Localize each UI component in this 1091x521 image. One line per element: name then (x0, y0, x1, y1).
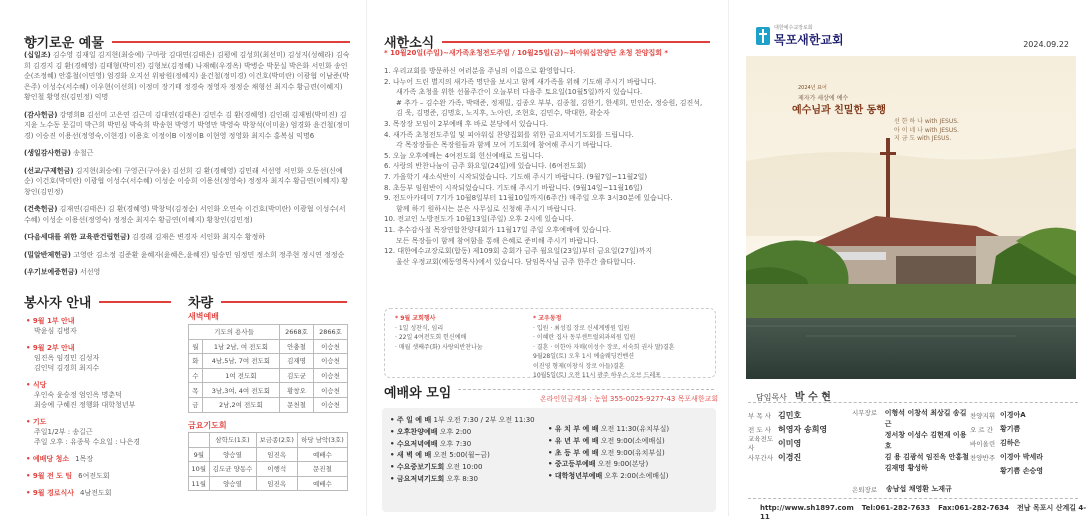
staff-row (970, 436, 1078, 450)
divider (748, 498, 1078, 499)
table-cell: 금 (189, 397, 203, 412)
title-underline (99, 301, 171, 303)
table-row (189, 476, 348, 491)
staff-role: 찬양반주 (970, 453, 996, 462)
volunteer-title: 봉사자 안내 (24, 292, 171, 311)
table-cell: 김재명 (280, 354, 314, 369)
volunteer-names: 박윤심 김병자 (34, 327, 77, 335)
worship-name: • 주 일 예 배 (390, 416, 432, 424)
worship-name: • 초 등 부 예 배 (548, 448, 599, 457)
table-cell: 2남,2여 전도회 (202, 397, 279, 412)
news-item: 6. 사랑의 반찬나눔이 금주 화요일(24일)에 있습니다. (6여전도회) (384, 162, 587, 171)
car-title: 차량 (188, 292, 347, 311)
worship-item (390, 474, 550, 486)
worship-name: • 유 년 부 예 배 (548, 436, 599, 445)
worship-time: 오후 7:30 (439, 439, 472, 448)
worship-title: 예배와 모임 (384, 386, 452, 401)
volunteer-names: 우인숙 윤승정 엄인옥 명춘덕 (34, 391, 122, 399)
footer-item: 전남 목포시 산계길 4-11 (760, 504, 1087, 521)
volunteer-group-title: • 기도 (26, 418, 47, 426)
staff-role: 바이올린 (970, 439, 996, 448)
member-news-item: · 이혜란 집사 동부센트럴외과의원 입원 (533, 334, 636, 341)
staff-row (748, 450, 852, 464)
worship-time: 오전 10:00 (446, 463, 483, 472)
table-cell: 화 (189, 354, 203, 369)
worship-item (390, 427, 550, 439)
table-cell: 양승열 (209, 447, 256, 462)
news-title: 새한소식 (384, 32, 710, 51)
worship-name: • 대학청년부예배 (548, 472, 603, 481)
staff-name: 허영자 송희영 (778, 424, 828, 434)
table-cell: 2668호 (280, 325, 314, 340)
event-item: · 22일 4여전도회 헌신예배 (395, 334, 467, 341)
volunteer-duty: • 예배당 청소 1목장 (26, 455, 94, 463)
volunteer-group-title: • 9월 1부 안내 (26, 317, 75, 325)
table-cell (189, 433, 210, 448)
offering-paragraph: (생일감사헌금) 송철근 (24, 149, 94, 157)
news-item: 9. 전도아카데미 7기가 10월8일부터 11월10일까지(6주간) 매주일 오후 3시30분에 있습니다. (384, 194, 673, 203)
table-cell: 이행석 (256, 462, 297, 477)
offerings-title: 향기로운 예물 (24, 32, 350, 51)
table-cell: 김도균 양동수 (209, 462, 256, 477)
table-cell: 1남 2남, 여 전도회 (202, 339, 279, 354)
footer-item: Tel:061-282-7633 (861, 504, 931, 512)
volunteer-duty-value: 4남전도회 (80, 489, 112, 497)
worship-time: 오전 9:00(소예배실) (600, 436, 665, 445)
elder-names: 정서창 이성수 김현재 이용호 (884, 431, 967, 450)
staff-name: 황기쁨 (1000, 424, 1021, 433)
table-cell: 황창오 (280, 383, 314, 398)
footer-item: Fax:061-282-7634 (938, 504, 1010, 512)
table-cell: 문진철 (297, 462, 347, 477)
table-row (189, 433, 348, 448)
motto-line: 지 금 도 with JESUS. (894, 135, 952, 142)
worship-item (548, 436, 716, 448)
worship-time: 1부 오전 7:30 / 2부 오전 11:30 (433, 416, 535, 424)
staff-name: 김민호 (778, 410, 802, 420)
worship-item (390, 415, 550, 427)
table-cell: 2866호 (314, 325, 348, 340)
offering-category: (밀알반제헌금) (24, 250, 71, 259)
staff-row (748, 408, 852, 422)
contact-footer (760, 503, 1091, 521)
table-cell: 안충철 (280, 339, 314, 354)
news-item: 모든 목장들이 함께 참여함을 통해 은혜로 준비해 주시기 바랍니다. (396, 236, 599, 245)
news-item: 각 목장장들은 목장원들과 함께 모여 기도회에 참여해 주시기 바랍니다. (396, 141, 613, 150)
offering-paragraph: (선교/구제헌금) 김지현(최승예) 구영곤(구아윤) 김선희 김 환(경혜영) 김민래 서선영 서인화 오동선(신예순) 이건호(박미란) 이광협 이성수(서수혜) 이성순 이승희 이용선(정영숙) 정정자 최지수 황금연(이혜지) 황창인(김민정) (24, 166, 349, 196)
offering-paragraph: (우기보예증헌금) 서선영 (24, 268, 101, 276)
staff-row (970, 464, 1078, 478)
worship-name: • 새 벽 예 배 (390, 451, 432, 460)
news-item: 7. 가을학기 새소식반이 시작되었습니다. 기도해 주시기 바랍니다. (9월7일~11월2일) (384, 172, 648, 181)
table-cell: 기도의 용사들 (189, 325, 280, 340)
bulletin-page: 향기로운 예물 (십일조) 김수영 김재일 김지현(최승예) 구마랑 김대연(김태은) 김평예 김성희(최선미) 김성지(성혜라) 김숙희 김경지 김 환(경혜영) 김태형(박미진) 김형보(김정혜) 나재혜(우경옥) 박병순 박문실 박은화 서인화 송인순(조정혜) 안홍철(이민영) 엄경화 오지선 위팡원(정혜지) 윤건철(정미경) 이건호(박미란) 이광협 이남준(박은주) 이성수(서수혜) 이우현(이선희) 이정미 장기태 정경숙 정영자 정정순 채형선 최지수 황금련(이혜지) 황인철 황영진(김민정) 익명 (감사헌금) 강명희B 김선미 고은연 김근미 김대연(김태은) 김민수 김 환(경혜영) 김인래 김재범(박미진) 김지윤 노수동 문길미 박근희 박민심 박숙희 박송현 박영기 박영만 박영숙 박창석(이미윤) 엄경화 윤건철(정미경) 이승진 이용선(정영숙,이현경) 이용호 이정이B 이정이B 이현영 정영화 최지수 홍복심 익명6 (생일감사헌금) 송철근 (선교/구제헌금) 김지현(최승예) 구영곤(구아윤) 김선희 김 환(경혜영) 김민래 서선영 서인화 오동선(신예순) 이건호(박미란) 이광협 이성수(서수혜) 이성순 이승희 이용선(정영숙) 정정자 최지수 황금연(이혜지) 황창인(김민정) (건축헌금) 김재연(김태은) 김 환(경혜영) 박창덕(김정순) 서인화 오연숙 이건호(박미란) 이광협 이성수(서수혜) 이성순 이용선(정영숙) 정정순 최지수 황금연(이혜지) 황창인(김민정) (다음세대를 위한 교육관건립헌금) 김경래 김재은 변경자 서인화 최지수 황정하 (밀알반제헌금) 고영란 김소정 김준환 윤혜자(윤혜은,윤혜진) 임승민 임정민 정소희 정주현 정시연 정정순 (우기보예증헌금) 서선영 봉사자 안내 • 9월 1부 안내 박윤심 김병자 • 9월 2부 안내 임진옥 임경민 김성자 김인덕 김경희 최지수 • 식당 우인숙 윤승정 엄인옥 명춘덕 최승예 구혜진 정행화 대학청년부 • 기도 주일1/2부 : 송길근 주일 오후 : 유종묵 수요일 : 나은경 • 예배당 청소 1목장 • 9월 전 도 팀 6여전도회 • 9월 경로식사 4남전도회 차량 새벽예배 기도의 용사들 2668호 2866호 월 1남 2남, 여 전도회 안충철 이승천 화 4남,5남, 7여 전도회 김재명 이승천 수 1여 전도회 김도균 이승천 목 3남,3여, 4여 전도회 황창오 이승천 금 2남,2여 전도회 문천철 이승천 금요기도회 삼학도(1호) 보금종(2호) 하당 남악(3호) 9월 양승열 임진옥 예배수 10월 김도균 양동수 이행석 문진철 11월 양승열 임진옥 예배수 새한소식 * 10월20일(주일)~새가족초청전도주일 / 10월25일(금)~피아워십찬양단 초청 찬양집회 * 1. 우리교회를 방문하신 여러분을 주님의 이름으로 환영합니다. 2. 나누어 드린 별지의 새가족 명단을 보시고 함께 새가족을 위해 기도해 주시기 바랍니다. 새가족 초청을 위한 선물주간이 오늘부터 다음주 토요일(10월5일)까지 있습니다. # 추가 – 김수완 가족, 박태준, 정재밀, 김종오 부부, 김종철, 김한기, 한세희, 민인순, 정승원, 김진석, 김 욱, 김명준, 김명호, 노지후, 노아린, 조현호, 김민수, 박대한, 곽순자 3. 목장장 모임이 2부예배 후 바로 본당에서 있습니다. 4. 새가족 초청전도주일 및 피아워십 찬양집회를 위한 금요저녁기도회를 드립니다. 각 목장장들은 목장원들과 함께 모여 기도회에 참여해 주시기 바랍니다. 5. 오늘 오후예배는 4여전도회 헌신예배로 드립니다. 6. 사랑의 반찬나눔이 금주 화요일(24일)에 있습니다. (6여전도회) 7. 가을학기 새소식반이 시작되었습니다. 기도해 주시기 바랍니다. (9월7일~11월2일) 8. 초등부 임원반이 시작되었습니다. 기도해 주시기 바랍니다. (9월14일~11월16일) 9. 전도아카데미 7기가 10월8일부터 11월10일까지(6주간) 매주일 오후 3시30분에 있습니다. 함께 하기 원하시는 분은 사무실로 신청해 주시기 바랍니다. 10. 전교인 노방전도가 10월13일(주일) 오후 2시에 있습니다. 11. 추수감사절 목장연합찬양대회가 11월17일 주일 오후예배에 있습니다. 모든 목장들이 함께 참여함을 통해 은혜로 준비해 주시기 바랍니다. 12. 대한예수교장로회(합동) 제109회 총회가 금주 월요일(23일)부터 금요일(27일)까지 울산 우정교회(예동영목사)에서 있습니다. 담임목사님 금주 한주간 출타합니다. * 9월 교회행사 · 1일 성찬식, 임리 · 22일 4여전도회 헌신예배 · 매월 셋째주(화) 사랑의반찬나눔 * 교우동정 · 입원 · 최성집 장로 신세계병원 입원 · 이혜란 집사 동부센트럴외과의원 입원 · 결혼 · 이한아 자매(이성수 장로, 서숙희 권사 딸)결혼 9월28일(토) 오후 1시 예술웨딩컨벤션 이진영 형제(이창식 장로 아들)결혼 10월5일(토) 오전 11시 광주 하우스 오브 드레포 예배와 모임 온라인헌금계좌 : 농협 355-0025-9277-43 목포새한교회 • 주 일 예 배 1부 오전 7:30 / 2부 오전 11:30 • 오후찬양예배 오후 2:00 • 수요저녁예배 오후 7:30 • 새 벽 예 배 오전 5:00(월~금) • 수요중보기도회 오전 10:00 • 금요저녁기도회 오후 8:30 • 유 치 부 예 배 오전 11:30(유치부실) • 유 년 부 예 배 오전 9:00(소예배실) • 초 등 부 예 배 오전 9:00(유치부실) • 중고등부예배 오전 9:00(본당) • 대학청년부예배 오후 2:00(소예배실) 대한예수교장로회 목포새한교회 2024.09.22 2024년 표어 제자가 세상에 예수 예수님과 친밀한 동행 선 한 하 나 with JESUS. 아 이 네 나 with JESUS. 지 금 도 with JESUS. 담임목사 박 수 현 부 목 사 김민호 전 도 사 허영자 송희영 교육전도사 이미영 사무간사 이경진 시무장로 이형석 이창석 최상길 송길근 정서창 이성수 김현재 이용호 김 용 김광석 임진옥 안홍철 김재명 황성하 은퇴장로 송남섭 채영환 노재규 찬양지휘 이경아A 오 르 간 황기쁨 바이올린 김하은 찬양반주 이경아 박세라 황기쁨 손승영 http://www.sh1897.com Tel:061-282-7633 Fax:061-282-7634 전남 목포시 산계길 4-11 (0, 0, 1091, 516)
volunteer-names: 주일 오후 : 유종묵 수요일 : 나은경 (34, 438, 140, 446)
table-cell: 예배수 (297, 447, 347, 462)
table-row (189, 325, 348, 340)
offering-category: (선교/구제헌금) (24, 166, 74, 175)
offering-paragraph: (십일조) 김수영 김재일 김지현(최승예) 구마랑 김대연(김태은) 김평예 김성희(최선미) 김성지(성혜라) 김숙희 김경지 김 환(경혜영) 김태형(박미진) 김형보(김정혜) 나재혜(우경옥) 박병순 박문실 박은화 서인화 송인순(조정혜) 안홍철(이민영) 엄경화 오지선 위팡원(정혜지) 윤건철(정미경) 이건호(박미란) 이광협 이남준(박은주) 이성수(서수혜) 이우현(이선희) 이정미 장기태 정경숙 정영자 정정순 채형선 최지수 황금련(이혜지) 황인철 황영진(김민정) 익명 (24, 51, 350, 101)
news-item: 4. 새가족 초청전도주일 및 피아워십 찬양집회를 위한 금요저녁기도회를 드립니다. (384, 130, 634, 139)
news-item: 1. 우리교회를 방문하신 여러분을 주님의 이름으로 환영합니다. (384, 67, 576, 75)
table-cell: 김도균 (280, 368, 314, 383)
volunteer-duty-value: 6여전도회 (78, 472, 110, 480)
table-cell: 임진옥 (256, 447, 297, 462)
volunteer-names: 김인덕 김경희 최지수 (34, 364, 100, 372)
worship-name: • 수요중보기도회 (390, 463, 445, 472)
volunteer-names: 임진옥 임경민 김성자 (34, 354, 100, 362)
worship-item (390, 462, 550, 474)
elder-names: 이형석 이창석 최상길 송길근 (884, 409, 967, 428)
worship-name: • 유 치 부 예 배 (548, 425, 599, 433)
table-cell: 삼학도(1호) (209, 433, 256, 448)
offering-account: 온라인헌금계좌 : 농협 355-0025-9277-43 목포새한교회 (540, 395, 719, 403)
table-cell: 이승천 (314, 368, 348, 383)
table-row (189, 368, 348, 383)
staff-name: 이미영 (778, 438, 802, 448)
offering-paragraph: (다음세대를 위한 교육관건립헌금) 김경래 김재은 변경자 서인화 최지수 황정하 (24, 233, 266, 241)
church-name: 목포새한교회 (774, 33, 844, 47)
dawn-service-car-title: 새벽예배 (188, 312, 219, 321)
motto: 예수님과 친밀한 동행 (792, 105, 886, 116)
table-cell: 이승천 (314, 383, 348, 398)
table-cell: 양승열 (209, 476, 256, 491)
news-item: 12. 대한예수교장로회(합동) 제109회 총회가 금주 월요일(23일)부터 금요일(27일)까지 (384, 247, 653, 256)
table-row (189, 447, 348, 462)
table-cell: 보금종(2호) (256, 433, 297, 448)
news-item: 3. 목장장 모임이 2부예배 후 바로 본당에서 있습니다. (384, 119, 549, 128)
volunteer-group (26, 316, 176, 336)
worship-time: 오전 9:00(유치부실) (600, 448, 665, 457)
divider (458, 389, 714, 390)
worship-name: • 수요저녁예배 (390, 439, 438, 448)
table-cell: 임진옥 (256, 476, 297, 491)
offering-category: (감사헌금) (24, 110, 58, 119)
worship-item (548, 448, 716, 460)
divider (748, 402, 1078, 403)
worship-schedule (382, 408, 716, 512)
table-row (189, 462, 348, 477)
volunteer-duty: • 9월 전 도 팀 6여전도회 (26, 472, 110, 480)
friday-car-title: 금요기도회 (188, 421, 227, 430)
worship-item (548, 459, 716, 471)
news-item: 2. 나누어 드린 별지의 새가족 명단을 보시고 함께 새가족을 위해 기도해 주시기 바랍니다. (384, 77, 657, 86)
staff-role: 교육전도사 (748, 435, 774, 452)
volunteer-duty: • 9월 경로식사 4남전도회 (26, 489, 112, 497)
volunteer-group (26, 380, 176, 410)
staff-row (970, 422, 1078, 436)
table-cell: 3남,3여, 4여 전도회 (202, 383, 279, 398)
friday-car-table (188, 432, 348, 491)
table-cell: 문천철 (280, 397, 314, 412)
worship-name: • 금요저녁기도회 (390, 474, 445, 483)
table-cell: 목 (189, 383, 203, 398)
cross-icon (756, 27, 770, 45)
news-item: 새가족 초청을 위한 선물주간이 오늘부터 다음주 토요일(10월5일)까지 있습니다. (396, 88, 643, 97)
elder-names: 김 용 김광석 임진옥 안홍철 (884, 453, 969, 461)
news-item: # 추가 – 김수완 가족, 박태준, 정재밀, 김종오 부부, 김종철, 김한기, 한세희, 민인순, 정승원, 김진석, (396, 98, 703, 107)
table-cell: 하당 남악(3호) (297, 433, 347, 448)
footer-item: http://www.sh1897.com (760, 504, 854, 512)
volunteer-group (26, 343, 176, 373)
event-item: · 매월 셋째주(화) 사랑의반찬나눔 (395, 343, 483, 351)
volunteer-group-title: • 식당 (26, 381, 47, 389)
title-underline (221, 301, 347, 303)
table-cell: 1여 전도회 (202, 368, 279, 383)
volunteer-list (26, 316, 176, 505)
news-item: 함께 하기 원하시는 분은 사무실로 신청해 주시기 바랍니다. (396, 204, 577, 213)
table-cell: 이승천 (314, 397, 348, 412)
staff-role: 부 목 사 (748, 411, 771, 420)
staff-name: 김하은 (1000, 438, 1021, 447)
offering-category: (생일감사헌금) (24, 149, 71, 157)
news-item: 울산 우정교회(예동영목사)에서 있습니다. 담임목사님 금주 한주간 출타합니다. (396, 257, 636, 266)
motto-line: 아 이 네 나 with JESUS. (894, 126, 959, 134)
staff-name: 이경아 박세라 (1000, 452, 1044, 461)
worship-time: 오후 2:00(소예배실) (604, 472, 669, 481)
table-row (189, 354, 348, 369)
bulletin-date: 2024.09.22 (1023, 40, 1069, 49)
title-underline (112, 41, 350, 43)
offering-category: (우기보예증헌금) (24, 268, 78, 276)
offering-paragraph: (감사헌금) 강명희B 김선미 고은연 김근미 김대연(김태은) 김민수 김 환(경혜영) 김인래 김재범(박미진) 김지윤 노수동 문길미 박근희 박민심 박숙희 박송현 박영기 박영만 박영숙 박창석(이미윤) 엄경화 윤건철(정미경) 이승진 이용선(정영숙,이현경) 이용호 이정이B 이정이B 이현영 정영화 최지수 홍복심 익명6 (24, 110, 350, 140)
dawn-car-table (188, 324, 348, 413)
staff-role: 오 르 간 (970, 425, 993, 434)
volunteer-group-title: • 9월 2부 안내 (26, 344, 75, 352)
member-news: * 교우동정 · 입원 · 최성집 장로 신세계병원 입원 · 이혜란 집사 동부센트럴외과의원 입원 · 결혼 · 이한아 자매(이성수 장로, 서숙희 권사 딸)결혼 9월28일(토) 오후 1시 예술웨딩컨벤션 이진영 형제(이창식 장로 아들)결혼 10월5일(토) 오전 11시 광주 하우스 오브 드레포 (533, 314, 713, 381)
event-item: · 1일 성찬식, 임리 (395, 324, 444, 332)
table-row (189, 383, 348, 398)
worship-time: 오전 9:00(본당) (597, 460, 649, 469)
news-item: 김 욱, 김명준, 김명호, 노지후, 노아린, 조현호, 김민수, 박대한, 곽순자 (396, 109, 610, 118)
worship-item (390, 450, 550, 462)
worship-item (390, 439, 550, 451)
offering-paragraph: (건축헌금) 김재연(김태은) 김 환(경혜영) 박창덕(김정순) 서인화 오연숙 이건호(박미란) 이광협 이성수(서수혜) 이성순 이용선(정영숙) 정정순 최지수 황금연(이혜지) 황창인(김민정) (24, 205, 346, 224)
news-list (384, 66, 714, 267)
member-news-item: 10월5일(토) 오전 11시 광주 하우스 오브 드레포 (533, 372, 661, 379)
elder-names: 김재명 황성하 (884, 464, 928, 472)
table-cell: 예배수 (297, 476, 347, 491)
offering-category: (건축헌금) (24, 205, 58, 213)
member-news-item: · 결혼 · 이한아 자매(이성수 장로, 서숙희 권사 딸)결혼 (533, 343, 675, 351)
staff-name: 이경아A (1000, 410, 1026, 419)
worship-time: 오전 5:00(월~금) (433, 451, 490, 460)
senior-pastor: 담임목사 박 수 현 (756, 392, 831, 403)
news-item: 5. 오늘 오후예배는 4여전도회 헌신예배로 드립니다. (384, 151, 544, 160)
table-cell: 11월 (189, 476, 210, 491)
volunteer-group (26, 417, 176, 447)
table-cell: 9월 (189, 447, 210, 462)
volunteer-duty-value: 1목장 (75, 455, 94, 463)
table-cell: 이승천 (314, 339, 348, 354)
church-photo: 2024년 표어 제자가 세상에 예수 예수님과 친밀한 동행 선 한 하 나 with JESUS. 아 이 네 나 with JESUS. 지 금 도 with JESUS. (746, 56, 1076, 379)
table-row (189, 397, 348, 412)
table-cell: 수 (189, 368, 203, 383)
member-news-item: 9월28일(토) 오후 1시 예술웨딩컨벤션 (533, 353, 635, 360)
staff-role: 찬양지휘 (970, 411, 996, 420)
volunteer-names: 주일1/2부 : 송길근 (34, 428, 93, 436)
church-logo: 대한예수교장로회 목포새한교회 (756, 24, 844, 48)
church-events: * 9월 교회행사 · 1일 성찬식, 임리 · 22일 4여전도회 헌신예배 · 매월 셋째주(화) 사랑의반찬나눔 (395, 314, 530, 352)
staff-name: 황기쁨 손승영 (1000, 466, 1044, 475)
worship-name: • 중고등부예배 (548, 460, 596, 469)
table-cell: 4남,5남, 7여 전도회 (202, 354, 279, 369)
news-headline: * 10월20일(주일)~새가족초청전도주일 / 10월25일(금)~피아워십찬양단 초청 찬양집회 * (384, 49, 669, 57)
worship-name: • 오후찬양예배 (390, 427, 438, 436)
worship-item (548, 471, 716, 483)
table-cell: 10월 (189, 462, 210, 477)
worship-time: 오전 11:30(유치부실) (600, 425, 670, 433)
motto-line: 선 한 하 나 with JESUS. (894, 118, 959, 125)
staff-row (748, 436, 852, 450)
table-cell: 월 (189, 339, 203, 354)
offerings-list (24, 50, 350, 285)
title-underline (442, 41, 710, 43)
events-box (384, 308, 716, 378)
table-cell: 이승천 (314, 354, 348, 369)
member-news-item: 이진영 형제(이창식 장로 아들)결혼 (533, 362, 625, 370)
staff-role: 전 도 사 (748, 425, 771, 434)
news-item: 11. 추수감사절 목장연합찬양대회가 11월17일 주일 오후예배에 있습니다. (384, 225, 612, 234)
table-row (189, 339, 348, 354)
worship-time: 오후 2:00 (439, 427, 472, 436)
volunteer-names: 최승예 구혜진 정행화 대학청년부 (34, 401, 136, 409)
offering-paragraph: (밀알반제헌금) 고영란 김소정 김준환 윤혜자(윤혜은,윤혜진) 임승민 임정민 정소희 정주현 정시연 정정순 (24, 250, 345, 259)
offering-category: (십일조) (24, 51, 51, 59)
offering-category: (다음세대를 위한 교육관건립헌금) (24, 233, 130, 241)
staff-role: 사무간사 (748, 453, 774, 462)
staff-name: 이경진 (778, 452, 802, 462)
staff-row (970, 408, 1078, 422)
worship-time: 오후 8:30 (446, 474, 478, 483)
news-item: 8. 초등부 임원반이 시작되었습니다. 기도해 주시기 바랍니다. (9월14일~11월16일) (384, 183, 643, 192)
staff-row (970, 450, 1078, 464)
member-news-item: · 입원 · 최성집 장로 신세계병원 입원 (533, 324, 630, 332)
column-offerings (0, 0, 366, 516)
news-item: 10. 전교인 노방전도가 10월13일(주일) 오후 2시에 있습니다. (384, 215, 574, 224)
worship-item (548, 424, 716, 436)
